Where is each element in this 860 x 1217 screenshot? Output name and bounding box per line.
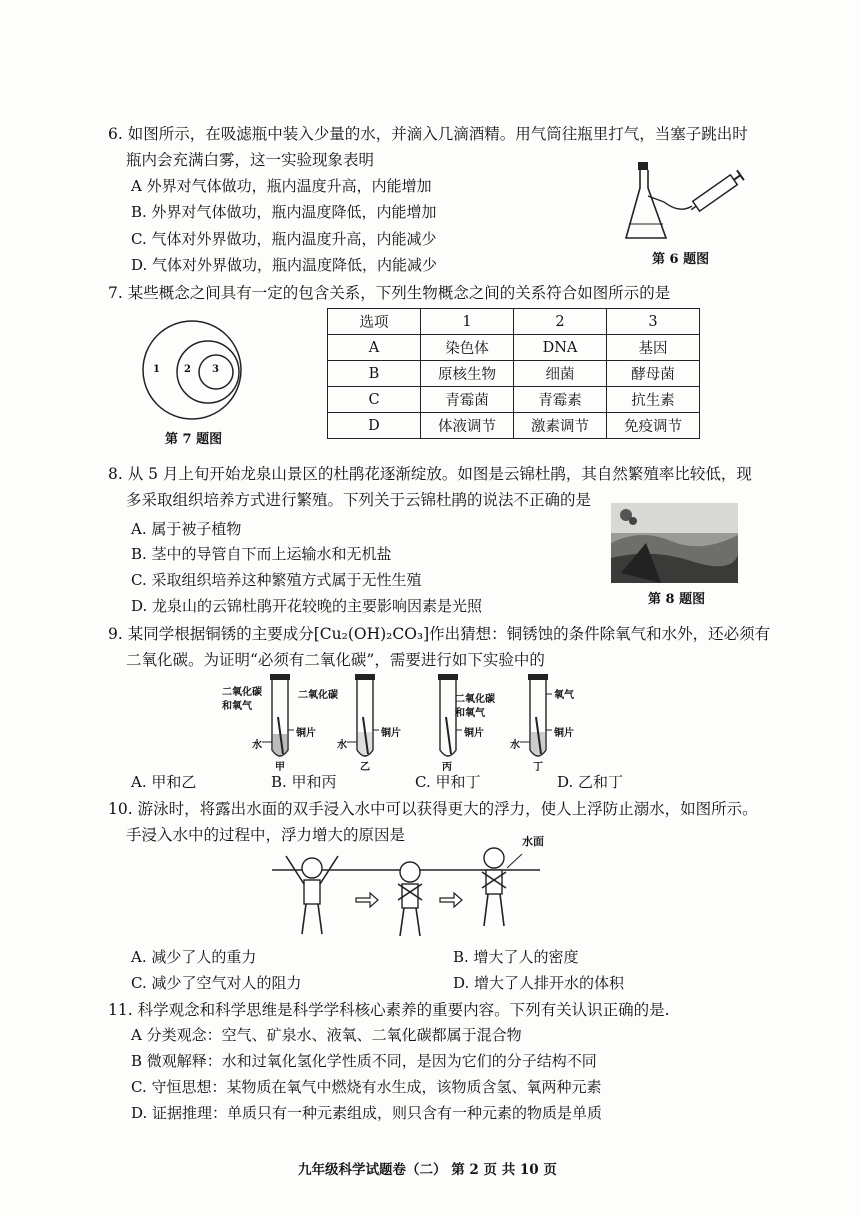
table-row [328,335,700,361]
q9-tube3-copper-label: 铜片 [464,728,484,739]
q11-option-d: D. 证据推理：单质只有一种元素组成，则只含有一种元素的物质是单质 [131,1104,603,1122]
q9-tube4-copper-label: 铜片 [554,728,574,739]
q9-tube1-gas-line2: 和氧气 [222,701,252,712]
table-cell: 免疫调节 [607,413,700,439]
q9-tube3-gas-line2: 和氧气 [455,708,485,719]
table-cell: 基因 [607,335,700,361]
q6-figure-caption: 第 6 题图 [652,252,710,267]
q8-option-a: A. 属于被子植物 [131,520,242,538]
table-cell: 2 [514,309,607,335]
table-cell: 激素调节 [514,413,607,439]
q9-tube1-name: 甲 [275,762,285,773]
q11-option-a: A 分类观念：空气、矿泉水、液氧、二氧化碳都属于混合物 [131,1026,522,1044]
q7-stem: 7. 某些概念之间具有一定的包含关系，下列生物概念之间的关系符合如图所示的是 [108,284,671,302]
q9-tube2-water-label: 水 [337,740,347,751]
q7-options-table [327,308,700,439]
q8-stem-line2: 多采取组织培养方式进行繁殖。下列关于云锦杜鹃的说法不正确的是 [126,491,592,509]
table-cell: 染色体 [421,335,514,361]
q9-tube1-gas-line1: 二氧化碳 [222,687,262,698]
q7-figure-caption: 第 7 题图 [165,432,223,447]
q9-tube1-copper-label: 铜片 [296,728,316,739]
q10-water-surface-label: 水面 [522,835,544,848]
page-footer: 九年级科学试题卷（二） 第 2 页 共 10 页 [298,1162,557,1178]
table-cell: 青霉菌 [421,387,514,413]
q9-option-c: C. 甲和丁 [415,773,481,791]
q6-option-a: A 外界对气体做功，瓶内温度升高，内能增加 [131,177,432,195]
q8-option-d: D. 龙泉山的云锦杜鹃开花较晚的主要影响因素是光照 [131,597,483,615]
q6-stem-line1: 6. 如图所示，在吸滤瓶中装入少量的水，并滴入几滴酒精。用气筒往瓶里打气，当塞子跳出时 [108,125,748,143]
q7-circle-label-2: 2 [184,364,191,375]
q9-tube3-name: 丙 [442,762,452,773]
q6-option-c: C. 气体对外界做功，瓶内温度升高，内能减少 [131,230,437,248]
table-cell: C [328,387,421,413]
q9-option-a: A. 甲和乙 [131,773,197,791]
q6-stem-line2: 瓶内会充满白雾，这一实验现象表明 [126,151,375,169]
q9-option-d: D. 乙和丁 [557,773,624,791]
q9-stem-line1: 9. 某同学根据铜锈的主要成分[Cu₂(OH)₂CO₃]作出猜想：铜锈蚀的条件除氧气和水外，还必须有 [108,625,771,643]
table-cell: B [328,361,421,387]
table-cell: D [328,413,421,439]
q8-option-b: B. 茎中的导管自下而上运输水和无机盐 [131,545,392,563]
table-cell: 原核生物 [421,361,514,387]
table-cell: 细菌 [514,361,607,387]
q8-stem-line1: 8. 从 5 月上旬开始龙泉山景区的杜鹃花逐渐绽放。如图是云锦杜鹃，其自然繁殖率比较低，现 [108,465,752,483]
q8-azalea-photo [611,503,738,583]
table-row [328,413,700,439]
q7-circle-label-3: 3 [212,364,219,375]
table-cell: 体液调节 [421,413,514,439]
table-cell: DNA [514,335,607,361]
table-header-row [328,309,700,335]
q9-tube3-gas-line1: 二氧化碳 [455,694,495,705]
q9-stem-line2: 二氧化碳。为证明“必须有二氧化碳”，需要进行如下实验中的 [126,651,545,669]
q6-flask-pump-figure [620,158,750,250]
table-cell: A [328,335,421,361]
q11-option-b: B 微观解释：水和过氧化氢化学性质不同，是因为它们的分子结构不同 [131,1052,597,1070]
table-cell: 酵母菌 [607,361,700,387]
q10-stem-line2: 手浸入水中的过程中，浮力增大的原因是 [126,826,406,844]
table-cell: 1 [421,309,514,335]
q6-option-d: D. 气体对外界做功，瓶内温度降低，内能减少 [131,256,438,274]
q6-option-b: B. 外界对气体做功，瓶内温度降低，内能增加 [131,203,437,221]
q10-option-b: B. 增大了人的密度 [453,948,579,966]
q11-option-c: C. 守恒思想：某物质在氧气中燃烧有水生成，该物质含氢、氧两种元素 [131,1078,602,1096]
table-cell: 青霉素 [514,387,607,413]
q10-swimmer-figure [272,840,552,940]
table-row [328,387,700,413]
q7-circle-label-1: 1 [153,364,160,375]
q9-tube4-gas: 氧气 [554,690,574,701]
q10-option-c: C. 减少了空气对人的阻力 [131,974,302,992]
q11-stem: 11. 科学观念和科学思维是科学学科核心素养的重要内容。下列有关认识正确的是. [108,1001,670,1019]
table-cell: 选项 [328,309,421,335]
table-row [328,361,700,387]
q9-tube1-water-label: 水 [252,740,262,751]
q8-option-c: C. 采取组织培养这种繁殖方式属于无性生殖 [131,571,422,589]
q10-stem-line1: 10. 游泳时，将露出水面的双手浸入水中可以获得更大的浮力，使人上浮防止溺水，如图所示。 [108,800,758,818]
q9-tube2-gas: 二氧化碳 [298,690,338,701]
q9-tube4-name: 丁 [533,762,543,773]
q9-option-b: B. 甲和丙 [271,773,337,791]
q9-tube2-copper-label: 铜片 [381,728,401,739]
q8-figure-caption: 第 8 题图 [648,592,706,607]
q9-tube4-water-label: 水 [510,740,520,751]
q10-option-a: A. 减少了人的重力 [131,948,257,966]
table-cell: 3 [607,309,700,335]
q9-tube2-name: 乙 [360,762,370,773]
q10-option-d: D. 增大了人排开水的体积 [453,974,625,992]
table-cell: 抗生素 [607,387,700,413]
